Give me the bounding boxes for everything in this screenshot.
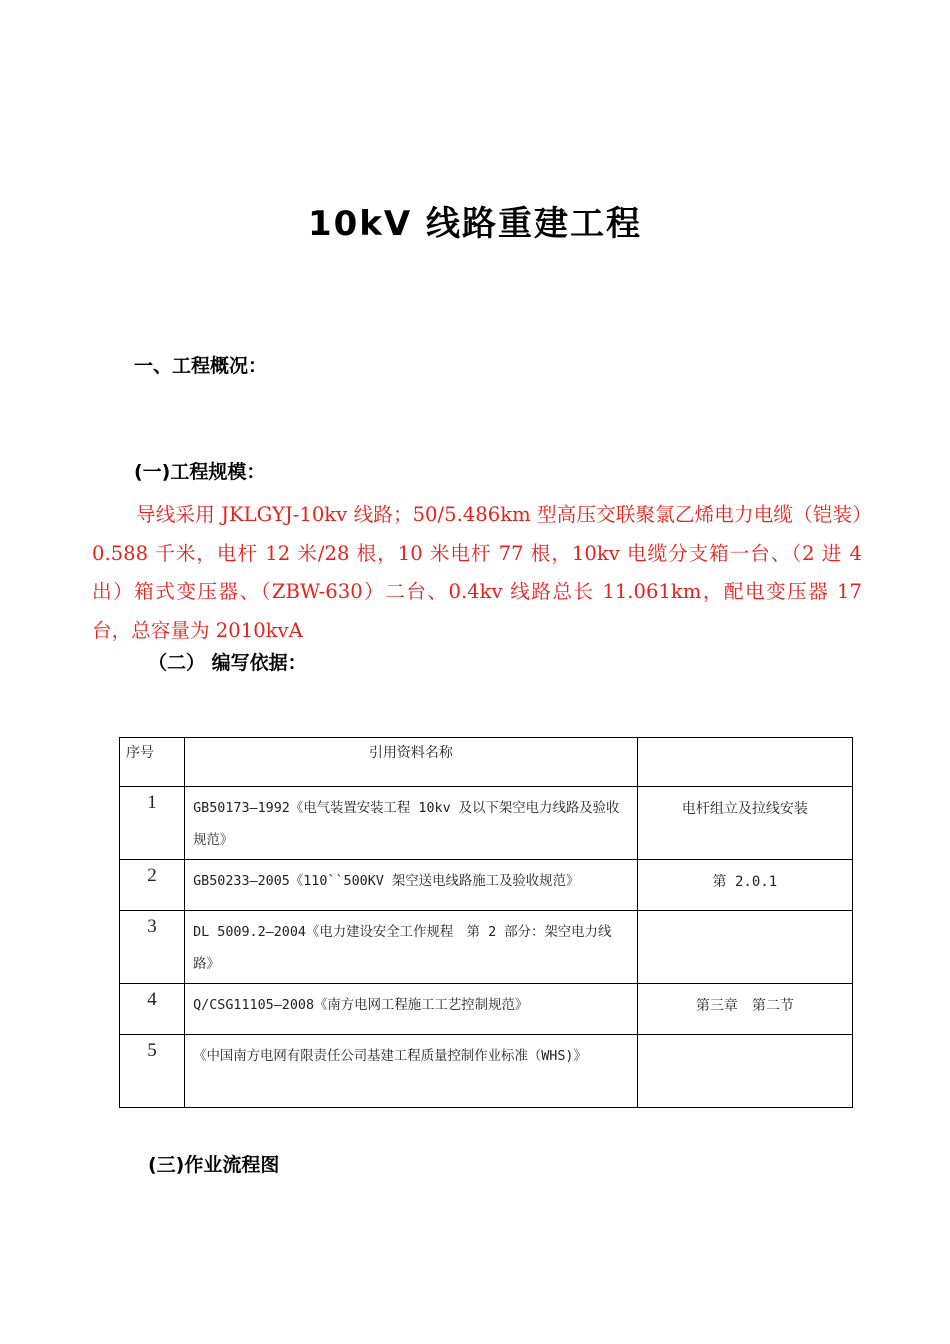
reference-table — [119, 737, 853, 1108]
row-number: 1 — [120, 787, 185, 860]
section-heading-basis: （二） 编写依据： — [148, 652, 307, 674]
reference-note — [637, 1035, 852, 1108]
reference-name: 《中国南方电网有限责任公司基建工程质量控制作业标准（WHS)》 — [185, 1035, 638, 1108]
section-heading-flowchart: (三)作业流程图 — [148, 1154, 280, 1176]
reference-name: Q/CSG11105—2008《南方电网工程施工工艺控制规范》 — [185, 984, 638, 1035]
scale-description: 导线采用 JKLGYJ-10kv 线路；50/5.486km 型高压交联聚氯乙烯电力电缆（铠装）0.588 千米，电杆 12 米/28 根，10 米电杆 77 根，10kv 电缆分支箱一台、（2 进 4 出）箱式变压器、（ZBW-630）二台、0.4kv 线路总长 11.061km，配电变压器 17 台，总容量为 2010kvA — [92, 503, 862, 642]
table-header-row — [120, 738, 853, 787]
reference-name: GB50173—1992《电气装置安装工程 10kv 及以下架空电力线路及验收规范》 — [185, 787, 638, 860]
table-row — [120, 1035, 853, 1108]
reference-name: DL 5009.2—2004《电力建设安全工作规程 第 2 部分：架空电力线路》 — [185, 911, 638, 984]
document-title: 10kV 线路重建工程 — [307, 204, 643, 244]
header-note — [637, 738, 852, 787]
header-name: 引用资料名称 — [185, 738, 638, 787]
table-row — [120, 860, 853, 911]
reference-note: 电杆组立及拉线安装 — [637, 787, 852, 860]
reference-note — [637, 911, 852, 984]
reference-note: 第三章 第二节 — [637, 984, 852, 1035]
table-row — [120, 911, 853, 984]
row-number: 4 — [120, 984, 185, 1035]
table-row — [120, 984, 853, 1035]
header-no: 序号 — [120, 738, 185, 787]
row-number: 2 — [120, 860, 185, 911]
reference-name: GB50233—2005《110``500KV 架空送电线路施工及验收规范》 — [185, 860, 638, 911]
row-number: 5 — [120, 1035, 185, 1108]
section-heading-overview: 一、工程概况： — [134, 355, 268, 377]
reference-note: 第 2.0.1 — [637, 860, 852, 911]
row-number: 3 — [120, 911, 185, 984]
section-heading-scale: (一)工程规模： — [134, 461, 266, 483]
table-row — [120, 787, 853, 860]
